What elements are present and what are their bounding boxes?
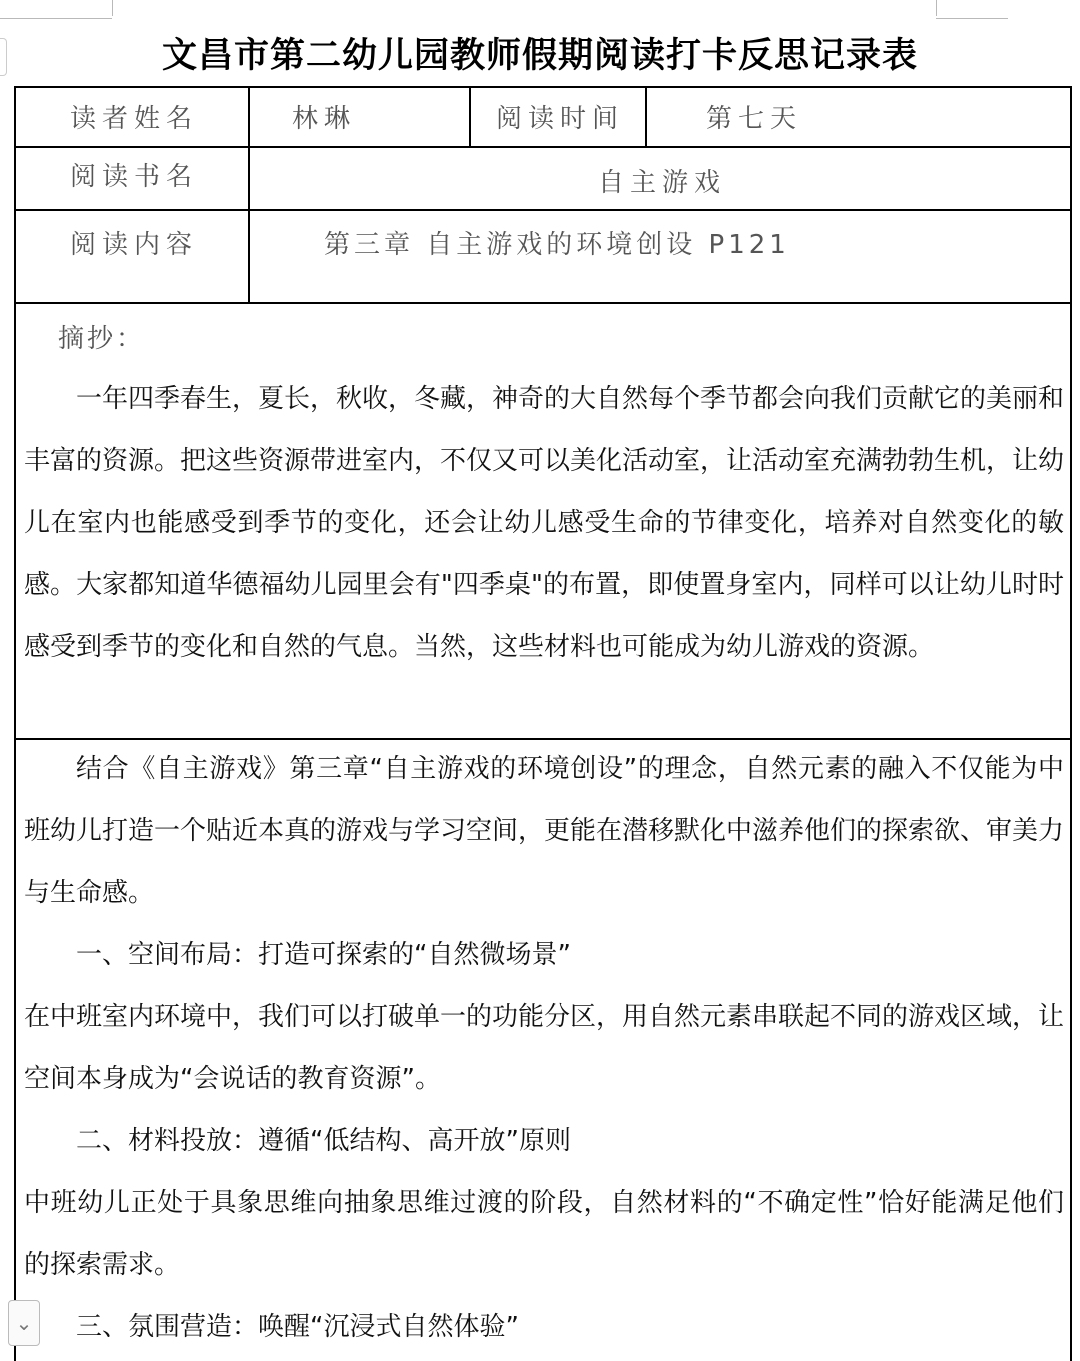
section-heading-2: 二、材料投放：遵循“低结构、高开放”原则 (76, 1126, 571, 1156)
table-column-divider (645, 86, 647, 148)
table-border-top (14, 86, 1072, 88)
excerpt-section (24, 368, 1064, 678)
book-name-value: 自主游戏 (598, 168, 727, 198)
page-corner-mark-right (936, 0, 937, 16)
excerpt-label: 摘抄： (58, 324, 146, 354)
section-text-1: 在中班室内环境中，我们可以打破单一的功能分区，用自然元素串联起不同的游戏区域，让空间本身成为“会说话的教育资源”。 (24, 1002, 1065, 1094)
chevron-down-icon[interactable]: ⌄ (8, 1300, 40, 1346)
reflection-section (24, 738, 1064, 1358)
excerpt-paragraph: 一年四季春生，夏长，秋收，冬藏，神奇的大自然每个季节都会向我们贡献它的美丽和丰富的资源。把这些资源带进室内，不仅又可以美化活动室，让活动室充满勃勃生机，让幼儿在室内也能感受到季节的变化，还会让幼儿感受生命的节律变化，培养对自然变化的敏感。大家都知道华德福幼儿园里会有"四季桌"的布置，即使置身室内，同样可以让幼儿时时感受到季节的变化和自然的气息。当然，这些材料也可能成为幼儿游戏的资源。 (24, 384, 1065, 662)
table-column-divider (248, 86, 250, 304)
reading-time-value: 第七天 (706, 104, 803, 134)
reading-time-label: 阅读时间 (496, 104, 625, 134)
reader-name-label: 读者姓名 (70, 104, 199, 134)
reader-name-value: 林琳 (292, 104, 357, 134)
book-name-label: 阅读书名 (70, 162, 199, 192)
table-column-divider (469, 86, 471, 148)
section-text-2: 中班幼儿正处于具象思维向抽象思维过渡的阶段，自然材料的“不确定性”恰好能满足他们的探索需求。 (24, 1188, 1064, 1280)
page-corner-mark-left-horizontal (0, 18, 112, 19)
reflection-intro: 结合《自主游戏》第三章“自主游戏的环境创设”的理念，自然元素的融入不仅能为中班幼儿打造一个贴近本真的游戏与学习空间，更能在潜移默化中滋养他们的探索欲、审美力与生命感。 (24, 754, 1065, 908)
table-row-divider (14, 146, 1072, 148)
table-border-right (1070, 86, 1072, 1361)
document-title: 文昌市第二幼儿园教师假期阅读打卡反思记录表 (161, 35, 918, 76)
section-heading-3: 三、氛围营造：唤醒“沉浸式自然体验” (76, 1312, 519, 1342)
table-row-divider (14, 209, 1072, 211)
table-border-left (14, 86, 16, 1361)
reading-content-value: 第三章 自主游戏的环境创设 P121 (324, 230, 790, 260)
record-table (14, 86, 1072, 1361)
table-row-divider (14, 302, 1072, 304)
page-corner-mark-left (112, 0, 113, 16)
section-heading-1: 一、空间布局：打造可探索的“自然微场景” (76, 940, 571, 970)
reading-content-label: 阅读内容 (70, 230, 199, 260)
page-corner-mark-right-horizontal (936, 18, 1008, 19)
